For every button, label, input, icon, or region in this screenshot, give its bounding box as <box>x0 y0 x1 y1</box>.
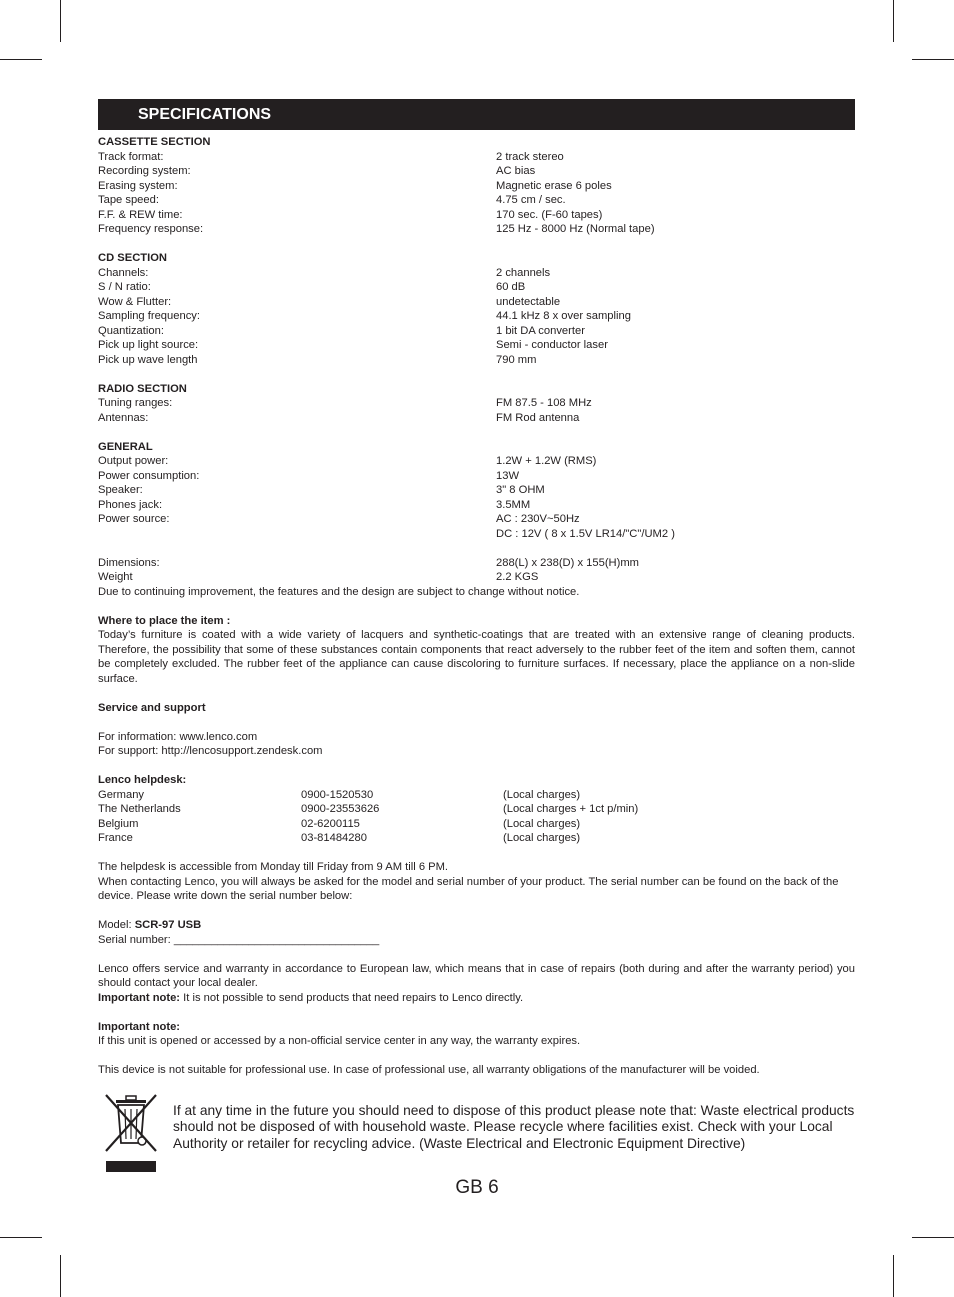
model-value: SCR-97 USB <box>134 919 202 931</box>
spec-row <box>98 512 855 527</box>
spec-value: 2 channels <box>496 266 551 279</box>
placement-heading: Where to place the item : <box>98 614 231 627</box>
helpdesk-charges: (Local charges) <box>503 788 581 801</box>
model-line <box>98 918 855 933</box>
warranty-important <box>98 991 855 1006</box>
spec-row <box>98 266 855 281</box>
spec-row <box>98 280 855 295</box>
placement-text: Today’s furniture is coated with a wide variety of lacquers and synthetic-coatings that are treated with an extensive range of cleaning products. Therefore, the possibility that some of these substances contain components that react adversely to the rubber feet of the item and soften them, cannot be completely excluded. The rubber feet of the appliance can cause discoloring to furniture surfaces. If necessary, place the appliance on a non-slide surface. <box>98 629 855 685</box>
spec-label: Pick up light source: <box>98 339 199 351</box>
spec-value: DC : 12V ( 8 x 1.5V LR14/"C"/UM2 ) <box>496 527 675 540</box>
helpdesk-phone: 02-6200115 <box>301 817 360 830</box>
spec-label: Tape speed: <box>98 194 159 206</box>
spec-label: Pick up wave length <box>98 353 198 366</box>
crop-mark <box>912 1237 954 1238</box>
crop-mark <box>60 0 61 42</box>
spec-label: Sampling frequency: <box>98 310 200 322</box>
spec-label: F.F. & REW time: <box>98 208 183 221</box>
spec-value: Semi - conductor laser <box>496 339 608 351</box>
spec-label: Channels: <box>98 266 149 279</box>
spec-value: FM Rod antenna <box>496 411 580 424</box>
helpdesk-country: Belgium <box>98 817 139 830</box>
spec-row <box>98 309 855 324</box>
serial-label: Serial number: <box>98 933 174 946</box>
page-number: GB 6 <box>455 1177 499 1198</box>
section-heading: CASSETTE SECTION <box>98 136 211 148</box>
spec-sections <box>98 135 855 556</box>
spec-row <box>98 164 855 179</box>
spec-row <box>98 338 855 353</box>
spec-value: 44.1 kHz 8 x over sampling <box>496 310 631 322</box>
spec-value: 125 Hz - 8000 Hz (Normal tape) <box>496 223 655 235</box>
spec-label: Output power: <box>98 455 169 467</box>
spec-row <box>98 527 855 542</box>
spec-value: 2.2 KGS <box>496 571 539 583</box>
serial-line <box>98 933 855 948</box>
spec-row <box>98 469 855 484</box>
spec-label <box>98 527 496 542</box>
spec-value: 13W <box>496 469 520 482</box>
spec-label: Weight <box>98 571 133 583</box>
spec-value: 1.2W + 1.2W (RMS) <box>496 455 597 467</box>
spec-value: AC bias <box>496 165 536 177</box>
spec-label: Quantization: <box>98 324 164 337</box>
service-info: For information: www.lenco.com <box>98 730 258 743</box>
spec-value: 1 bit DA converter <box>496 324 585 337</box>
spec-row <box>98 222 855 237</box>
spec-row <box>98 295 855 310</box>
crossed-bin-icon <box>102 1091 162 1173</box>
important-text: It is not possible to send products that need repairs to Lenco directly. <box>180 991 524 1004</box>
spec-row <box>98 150 855 165</box>
helpdesk-row <box>98 802 855 817</box>
spec-row <box>98 483 855 498</box>
spec-value: 790 mm <box>496 353 537 366</box>
spec-value: 170 sec. (F-60 tapes) <box>496 208 603 221</box>
helpdesk-charges: (Local charges + 1ct p/min) <box>503 803 639 815</box>
helpdesk-hours: The helpdesk is accessible from Monday till Friday from 9 AM till 6 PM. <box>98 861 449 873</box>
spec-value: Magnetic erase 6 poles <box>496 179 612 192</box>
helpdesk-row <box>98 788 855 803</box>
spec-label: Speaker: <box>98 484 143 496</box>
spec-row <box>98 353 855 368</box>
spec-row-weight <box>98 570 855 585</box>
spec-row <box>98 208 855 223</box>
spec-label: S / N ratio: <box>98 281 151 293</box>
service-support: For support: http://lencosupport.zendesk.com <box>98 745 323 757</box>
spec-value: 3.5MM <box>496 498 531 511</box>
spec-label: Power source: <box>98 513 170 525</box>
helpdesk-table <box>98 788 855 846</box>
section-heading: GENERAL <box>98 440 153 453</box>
crop-mark <box>0 1237 42 1238</box>
important-text: If this unit is opened or accessed by a non-official service center in any way, the warranty expires. <box>98 1035 581 1047</box>
helpdesk-contact: When contacting Lenco, you will always be asked for the model and serial number of your product. The serial number can be found on the back of the device. Please write down the serial number below: <box>98 875 839 902</box>
crop-mark <box>912 59 954 60</box>
improvement-notice: Due to continuing improvement, the features and the design are subject to change without notice. <box>98 585 580 598</box>
crop-mark <box>0 59 42 60</box>
spec-row <box>98 411 855 426</box>
professional-use-note: This device is not suitable for professional use. In case of professional use, all warranty obligations of the manufacturer will be voided. <box>98 1064 760 1076</box>
important-label: Important note: <box>98 991 181 1004</box>
important-heading: Important note: <box>98 1020 181 1033</box>
spec-value: 2 track stereo <box>496 150 564 163</box>
spec-value: 60 dB <box>496 281 526 293</box>
spec-row <box>98 498 855 513</box>
spec-label: Antennas: <box>98 411 149 424</box>
spec-row <box>98 396 855 411</box>
spec-row <box>98 179 855 194</box>
spec-row <box>98 193 855 208</box>
section-heading: CD SECTION <box>98 252 167 264</box>
serial-blank: _________________________________ <box>173 933 380 946</box>
helpdesk-heading: Lenco helpdesk: <box>98 774 187 786</box>
page-title: SPECIFICATIONS <box>98 99 855 130</box>
spec-value: 4.75 cm / sec. <box>496 194 566 206</box>
spec-value: 3" 8 OHM <box>496 484 545 496</box>
spec-row <box>98 454 855 469</box>
spec-row-dimensions <box>98 556 855 571</box>
spec-row <box>98 324 855 339</box>
helpdesk-country: Germany <box>98 788 145 801</box>
helpdesk-charges: (Local charges) <box>503 832 581 844</box>
helpdesk-phone: 0900-23553626 <box>301 803 380 815</box>
service-heading: Service and support <box>98 701 206 714</box>
spec-label: Frequency response: <box>98 223 204 235</box>
crop-mark <box>60 1255 61 1297</box>
helpdesk-row <box>98 817 855 832</box>
spec-value: undetectable <box>496 295 561 308</box>
spec-label: Power consumption: <box>98 469 200 482</box>
model-label: Model: <box>98 919 135 931</box>
spec-label: Recording system: <box>98 165 191 177</box>
section-heading: RADIO SECTION <box>98 382 187 395</box>
helpdesk-country: France <box>98 832 133 844</box>
helpdesk-phone: 0900-1520530 <box>301 788 374 801</box>
helpdesk-row <box>98 831 855 846</box>
spec-label: Erasing system: <box>98 179 178 192</box>
page-content <box>98 99 855 1173</box>
spec-label: Track format: <box>98 150 164 163</box>
spec-label: Tuning ranges: <box>98 397 173 409</box>
spec-value: FM 87.5 - 108 MHz <box>496 397 592 409</box>
spec-value: AC : 230V~50Hz <box>496 513 580 525</box>
helpdesk-country: The Netherlands <box>98 803 181 815</box>
weee-disposal-text: If at any time in the future you should need to dispose of this product please note that: Waste electrical products should not be disposed of with household waste. Please recycle where facilities exist. Check with your Local Authority or retailer for recycling advice. (Waste Electrical and Electronic Equipment Directive) <box>173 1102 855 1152</box>
spec-value: 288(L) x 238(D) x 155(H)mm <box>496 556 639 569</box>
spec-label: Dimensions: <box>98 556 160 569</box>
spec-label: Phones jack: <box>98 498 163 511</box>
crop-mark <box>893 0 894 42</box>
crop-mark <box>893 1255 894 1297</box>
helpdesk-phone: 03-81484280 <box>301 832 367 844</box>
weee-block <box>98 1091 855 1173</box>
helpdesk-charges: (Local charges) <box>503 817 581 830</box>
spec-label: Wow & Flutter: <box>98 295 172 308</box>
warranty-text: Lenco offers service and warranty in accordance to European law, which means that in case of repairs (both during and after the warranty period) you should contact your local dealer. <box>98 962 855 989</box>
